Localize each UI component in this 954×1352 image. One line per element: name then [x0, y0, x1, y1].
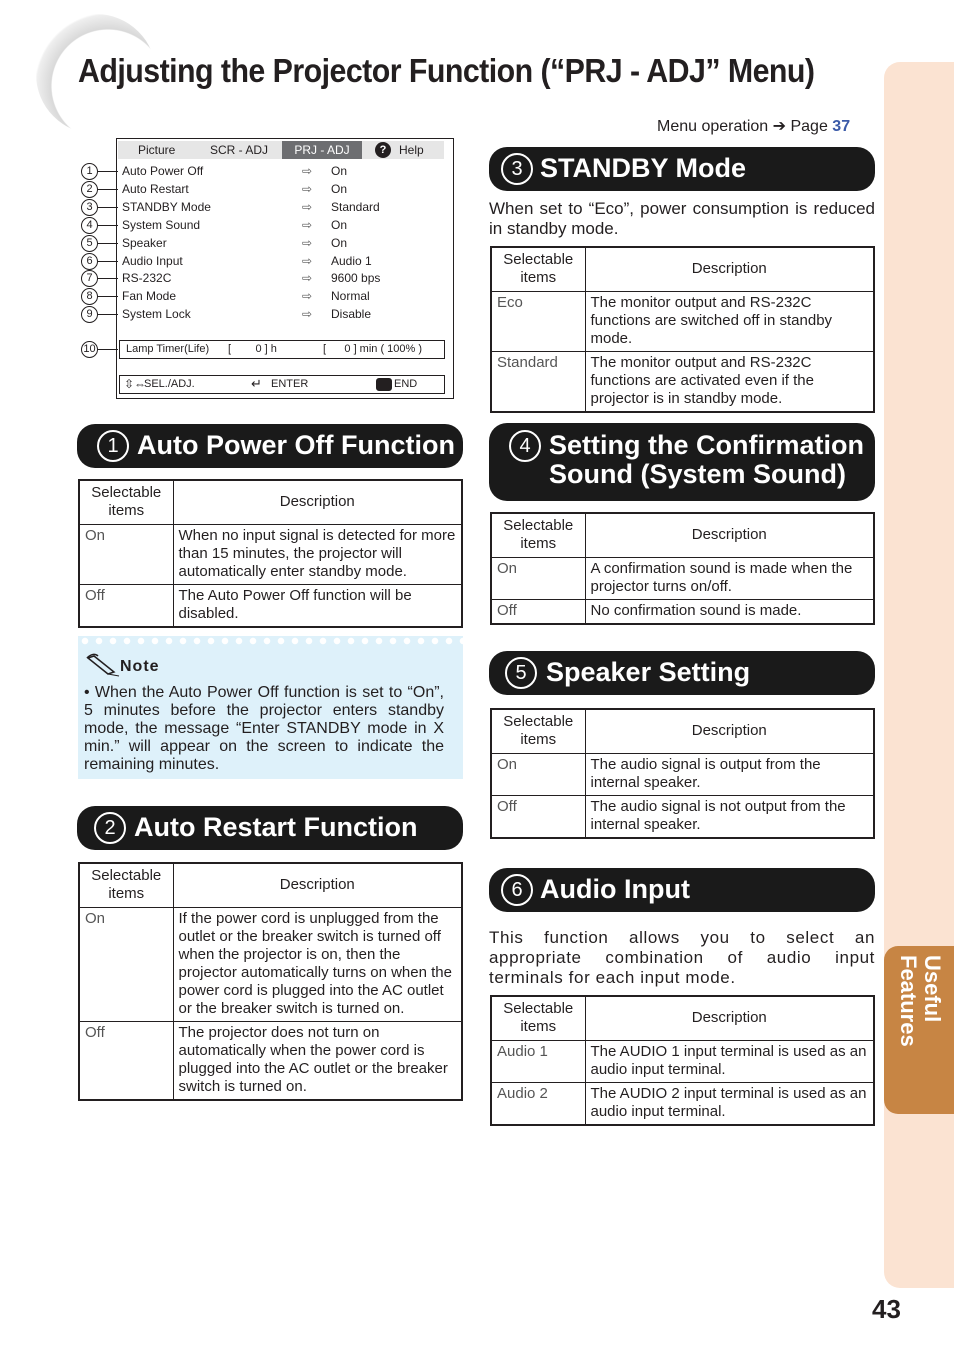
section-heading-system-sound	[489, 423, 875, 501]
item-description: The AUDIO 1 input terminal is used as an audio input terminal.	[585, 1040, 874, 1082]
audio-input-intro: This function allows you to select an appropriate combination of audio input terminals for each input mode.	[489, 928, 875, 987]
table-header-description: Description	[585, 247, 874, 291]
osd-row	[0, 163, 460, 181]
osd-row-number: 3	[81, 199, 98, 216]
end-label: END	[394, 378, 418, 390]
osd-row-value: On	[331, 164, 348, 178]
table-header-description: Description	[585, 513, 874, 557]
osd-row-value: On	[331, 217, 348, 232]
section-number: 2	[94, 812, 126, 844]
section-title: Speaker Setting	[546, 657, 751, 687]
enter-icon: ↵	[251, 376, 262, 391]
audio-input-table	[490, 995, 875, 1126]
item-description: The monitor output and RS-232C functions are switched off in standby mode.	[585, 291, 874, 351]
osd-row-value: Standard	[331, 199, 380, 214]
osd-row-number: 6	[81, 253, 98, 270]
table-row	[491, 795, 874, 838]
osd-row-number: 1	[81, 163, 98, 180]
item-description: When no input signal is detected for more than 15 minutes, the projector will automatically enter standby mode.	[173, 524, 462, 584]
section-heading-auto-restart	[77, 806, 463, 850]
section-number: 3	[501, 153, 533, 185]
section-title: Audio Input	[540, 874, 690, 904]
table-header-description: Description	[585, 996, 874, 1040]
arrow-right-icon: ⇨	[302, 217, 313, 232]
end-button-icon	[376, 378, 392, 391]
leader-line	[98, 261, 118, 262]
move-arrows-icon: ⇳⇔	[124, 377, 147, 391]
enter-label: ENTER	[271, 378, 309, 390]
arrow-right-icon: ⇨	[302, 307, 313, 322]
speaker-setting-table	[490, 708, 875, 839]
selectable-item: Off	[491, 795, 585, 838]
osd-row	[0, 199, 460, 217]
osd-row-value: Audio 1	[331, 253, 372, 268]
lamp-timer-label: Lamp Timer(Life)	[126, 343, 210, 355]
lamp-timer-minutes: [ 0 ] min ( 100% )	[323, 343, 423, 355]
osd-row-value: On	[331, 181, 348, 196]
osd-row-number: 9	[81, 306, 98, 323]
table-header-items: Selectable items	[79, 480, 173, 524]
osd-row-number: 4	[81, 217, 98, 234]
section-number: 6	[501, 874, 533, 906]
arrow-right-icon: ⇨	[302, 289, 313, 304]
osd-tab-picture: Picture	[138, 143, 176, 157]
leader-line	[98, 243, 118, 244]
menu-reference-text: Menu operation ➔ Page	[657, 118, 833, 135]
section-title: Auto Power Off Function	[137, 430, 455, 460]
arrow-right-icon: ⇨	[302, 271, 313, 286]
selectable-item: Audio 2	[491, 1082, 585, 1125]
osd-row-value: Normal	[331, 289, 370, 304]
leader-line	[98, 189, 118, 190]
table-row	[491, 1040, 874, 1082]
arrow-right-icon: ⇨	[302, 235, 313, 250]
arrow-right-icon: ⇨	[302, 253, 313, 268]
table-header-items: Selectable items	[79, 863, 173, 907]
page-title: Adjusting the Projector Function (“PRJ - ADJ” Menu)	[78, 52, 815, 89]
selectable-item: Off	[491, 599, 585, 624]
table-row	[79, 584, 462, 627]
selectable-item: On	[79, 907, 173, 1021]
section-heading-standby-mode	[489, 147, 875, 191]
item-description: The Auto Power Off function will be disabled.	[173, 584, 462, 627]
osd-row	[0, 253, 460, 271]
lamp-timer-hours: [ 0 ] h	[228, 343, 277, 355]
item-description: The audio signal is not output from the internal speaker.	[585, 795, 874, 838]
leader-line	[98, 349, 118, 350]
table-header-description: Description	[173, 480, 462, 524]
osd-row-label: Audio Input	[122, 253, 183, 268]
table-row	[491, 291, 874, 351]
osd-row	[0, 270, 460, 288]
selectable-item: On	[79, 524, 173, 584]
osd-row	[0, 181, 460, 199]
section-number: 4	[509, 430, 541, 462]
osd-row-label: Speaker	[122, 235, 167, 250]
section-title: Auto Restart Function	[134, 812, 418, 842]
osd-row-label: Auto Power Off	[122, 164, 204, 178]
arrow-right-icon: ⇨	[302, 164, 313, 178]
selectable-item: Eco	[491, 291, 585, 351]
arrow-right-icon: ⇨	[302, 181, 313, 196]
table-header-items: Selectable items	[491, 709, 585, 753]
leader-line	[98, 314, 118, 315]
section-number: 1	[97, 430, 129, 462]
selectable-item: Off	[79, 1021, 173, 1100]
osd-row	[0, 217, 460, 235]
page-number: 43	[872, 1294, 901, 1324]
osd-row-value: On	[331, 235, 348, 250]
osd-row-label: STANDBY Mode	[122, 199, 211, 214]
auto-restart-table	[78, 862, 463, 1101]
section-title-line2: Sound (System Sound)	[549, 459, 846, 489]
sel-adj-label: SEL./ADJ.	[144, 378, 195, 390]
item-description: The AUDIO 2 input terminal is used as an audio input terminal.	[585, 1082, 874, 1125]
osd-row	[0, 306, 460, 324]
item-description: A confirmation sound is made when the projector turns on/off.	[585, 557, 874, 599]
leader-line	[98, 171, 118, 172]
arrow-right-icon: ⇨	[302, 199, 313, 214]
section-title: STANDBY Mode	[540, 153, 747, 183]
system-sound-table	[490, 512, 875, 625]
item-description: The audio signal is output from the internal speaker.	[585, 753, 874, 795]
osd-tab-bar	[118, 141, 444, 159]
table-header-description: Description	[173, 863, 462, 907]
selectable-item: On	[491, 557, 585, 599]
item-description: If the power cord is unplugged from the outlet or the breaker switch is turned off when the projector is on, then the projector automatically turns on when the power cord is plugged into the AC outlet or the breaker switch is turned on.	[173, 907, 462, 1021]
osd-footer	[119, 375, 445, 394]
table-row	[491, 351, 874, 412]
osd-row-label: System Lock	[122, 307, 191, 322]
selectable-item: Off	[79, 584, 173, 627]
osd-row-value: Disable	[331, 307, 372, 322]
osd-row-label: System Sound	[122, 217, 201, 232]
osd-row	[0, 235, 460, 253]
leader-line	[98, 278, 118, 279]
osd-row-value: 9600 bps	[331, 271, 381, 286]
osd-tab-prj-adj: PRJ - ADJ	[282, 141, 362, 159]
note-dots-border	[78, 636, 463, 646]
section-heading-auto-power-off	[77, 424, 463, 468]
auto-power-off-table	[78, 479, 463, 628]
selectable-item: Standard	[491, 351, 585, 412]
lamp-timer-box	[119, 340, 445, 359]
note-title: Note	[120, 658, 160, 675]
section-title-line1: Setting the Confirmation	[549, 430, 864, 460]
item-description: The monitor output and RS-232C functions are activated even if the projector is in standby mode.	[585, 351, 874, 412]
osd-row-number: 7	[81, 270, 98, 287]
osd-tab-help: Help	[399, 143, 424, 157]
standby-mode-table	[490, 246, 875, 413]
table-header-description: Description	[585, 709, 874, 753]
osd-tab-scr-adj: SCR - ADJ	[210, 143, 269, 157]
selectable-item: On	[491, 753, 585, 795]
note-text: • When the Auto Power Off function is set to “On”, 5 minutes before the projector enters standby mode, the message “Enter STANDBY mode in X min.” will appear on the screen to indicate the remaining minutes.	[84, 684, 444, 773]
selectable-item: Audio 1	[491, 1040, 585, 1082]
pencil-note-icon	[86, 652, 120, 683]
section-heading-audio-input	[489, 868, 875, 912]
table-row	[79, 1021, 462, 1100]
item-description: No confirmation sound is made.	[585, 599, 874, 624]
osd-row-label: Fan Mode	[122, 289, 177, 304]
table-row	[79, 524, 462, 584]
osd-row-number: 2	[81, 181, 98, 198]
item-description: The projector does not turn on automatically when the power cord is plugged into the AC outlet or the breaker switch is turned on.	[173, 1021, 462, 1100]
osd-row-number: 10	[81, 341, 98, 358]
help-icon: ?	[375, 142, 391, 158]
section-heading-speaker-setting	[489, 651, 875, 695]
menu-reference	[657, 116, 850, 136]
table-header-items: Selectable items	[491, 513, 585, 557]
osd-row-label: RS-232C	[122, 271, 172, 286]
table-row	[491, 1082, 874, 1125]
table-row	[491, 557, 874, 599]
osd-row-label: Auto Restart	[122, 181, 189, 196]
leader-line	[98, 296, 118, 297]
osd-row-number: 8	[81, 288, 98, 305]
table-row	[491, 753, 874, 795]
table-header-items: Selectable items	[491, 247, 585, 291]
section-number: 5	[505, 657, 537, 689]
menu-reference-page-link[interactable]: 37	[832, 118, 851, 135]
table-row	[491, 599, 874, 624]
table-row	[79, 907, 462, 1021]
leader-line	[98, 225, 118, 226]
osd-row	[0, 288, 460, 306]
side-tab-label: Useful Features	[896, 955, 945, 1047]
table-header-items: Selectable items	[491, 996, 585, 1040]
leader-line	[98, 207, 118, 208]
osd-row-number: 5	[81, 235, 98, 252]
standby-intro: When set to “Eco”, power consumption is reduced in standby mode.	[489, 199, 875, 238]
